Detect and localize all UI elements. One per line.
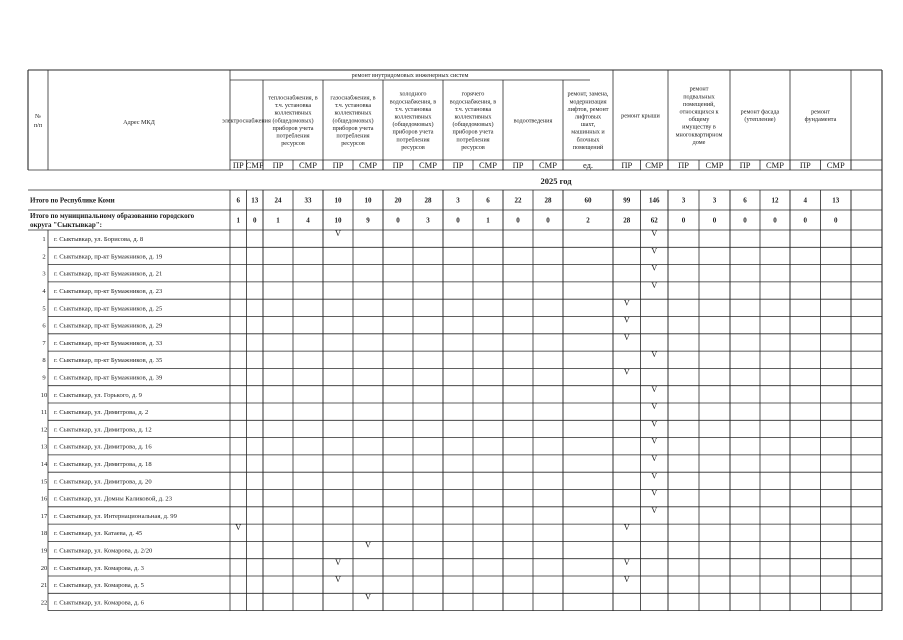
row-number: 1	[42, 236, 46, 244]
row-number: 22	[40, 599, 48, 607]
sub-header-label: СМР	[826, 160, 845, 170]
row-number: 18	[40, 530, 48, 538]
column-header-lift: шахт,	[580, 121, 596, 129]
row-address: г. Сыктывкар, ул. Комарова, д. 2/20	[54, 547, 153, 555]
column-header-cold: ресурсов	[401, 143, 425, 151]
total-value: 0	[456, 216, 460, 225]
sub-header-label: ПР	[739, 160, 751, 170]
column-header-heat: потребления	[276, 132, 310, 140]
total-value: 10	[334, 216, 342, 225]
sub-header-label: СМР	[245, 160, 264, 170]
sub-header-label: ПР	[452, 160, 464, 170]
column-header-number: п/п	[33, 122, 43, 129]
check-mark: V	[651, 350, 658, 360]
column-group-header: ремонт внутридомовых инженерных систем	[351, 72, 469, 79]
column-header-hot: т.ч. установка	[454, 105, 492, 113]
total-value: 20	[394, 196, 402, 205]
column-header-base: имуществу в	[682, 123, 716, 131]
total-value: 4	[803, 196, 807, 205]
total-value: 3	[712, 196, 717, 205]
total-value: 1	[236, 216, 240, 225]
column-header-sewer: водоотведения	[513, 117, 553, 125]
column-header-heat: т.ч. установка	[274, 102, 312, 110]
check-mark: V	[651, 436, 658, 446]
total-value: 28	[623, 216, 631, 225]
row-number: 10	[40, 391, 48, 399]
column-header-hot: приборов учета	[452, 128, 494, 136]
total-value: 24	[274, 196, 282, 205]
column-header-roof: ремонт крыши	[621, 112, 660, 120]
row-number: 16	[40, 495, 48, 503]
column-header-heat: теплоснабжения, в	[268, 94, 318, 102]
total-value: 0	[803, 216, 807, 225]
total-value: 3	[426, 216, 430, 225]
row-address: г. Сыктывкар, пр-кт Бумажников, д. 33	[54, 339, 163, 347]
sub-header-label: ПР	[678, 160, 689, 170]
total-label: Итого по муниципальному образованию городского	[30, 212, 195, 220]
row-address: г. Сыктывкар, ул. Димитрова, д. 12	[54, 426, 152, 434]
sub-header-label: СМР	[705, 160, 724, 170]
row-address: г. Сыктывкар, ул. Димитрова, д. 20	[54, 478, 152, 486]
total-value: 62	[650, 216, 658, 225]
row-number: 4	[42, 287, 46, 295]
column-header-gas: т.ч. установка	[334, 102, 372, 110]
row-address: г. Сыктывкар, ул. Интернациональная, д. 99	[54, 512, 177, 520]
sub-header-label: ПР	[232, 160, 244, 170]
total-value: 0	[546, 216, 550, 225]
row-number: 15	[40, 478, 48, 486]
column-header-base: подвальных	[683, 93, 715, 101]
column-header-facade: (утепление)	[744, 116, 776, 124]
row-address: г. Сыктывкар, ул. Комарова, д. 5	[54, 582, 144, 590]
check-mark: V	[651, 280, 658, 290]
column-header-cold: водоснабжения, в	[389, 98, 437, 106]
column-header-gas: газоснабжения, в	[330, 94, 376, 102]
sub-header-label: ПР	[799, 160, 811, 170]
check-mark: V	[623, 557, 630, 567]
column-header-base: многоквартирном	[675, 131, 723, 139]
total-value: 0	[834, 216, 838, 225]
column-header-gas: ресурсов	[341, 140, 365, 148]
column-header-elec: электроснабжения	[222, 117, 271, 125]
total-value: 6	[743, 196, 747, 205]
sub-header-label: ед.	[582, 160, 594, 170]
check-mark: V	[335, 229, 341, 239]
check-mark: V	[651, 229, 658, 239]
check-mark: V	[335, 557, 341, 567]
column-header-lift: блочных	[576, 136, 600, 144]
column-header-number: №	[35, 113, 41, 120]
column-header-base: относящихся к	[679, 108, 719, 116]
total-value: 10	[364, 196, 372, 205]
row-number: 19	[40, 547, 48, 555]
column-header-base: общему	[688, 116, 710, 124]
sub-header-label: СМР	[359, 160, 377, 170]
check-mark: V	[623, 332, 630, 342]
column-header-cold: потребления	[396, 136, 430, 144]
row-address: г. Сыктывкар, пр-кт Бумажников, д. 19	[54, 253, 163, 261]
total-value: 10	[334, 196, 342, 205]
check-mark: V	[365, 592, 371, 602]
column-header-cold: (общедомовых)	[392, 121, 434, 129]
column-header-address: Адрес МКД	[123, 119, 155, 126]
column-header-heat: коллективных	[274, 109, 312, 117]
column-header-hot: ресурсов	[461, 143, 485, 151]
row-address: г. Сыктывкар, пр-кт Бумажников, д. 25	[54, 305, 163, 313]
total-value: 6	[236, 196, 240, 205]
sub-header-label: СМР	[645, 160, 664, 170]
column-header-gas: коллективных	[334, 109, 372, 117]
row-address: г. Сыктывкар, ул. Димитрова, д. 16	[54, 443, 152, 451]
row-address: г. Сыктывкар, пр-кт Бумажников, д. 39	[54, 374, 163, 382]
sub-header-label: СМР	[299, 160, 317, 170]
column-header-hot: (общедомовых)	[452, 121, 494, 129]
row-address: г. Сыктывкар, ул. Борисова, д. 8	[54, 236, 144, 244]
column-header-lift: лифтовых	[574, 113, 602, 121]
total-value: 1	[276, 216, 280, 225]
row-number: 13	[40, 443, 48, 451]
total-label: Итого по Республике Коми	[30, 196, 115, 205]
total-value: 33	[304, 196, 312, 205]
column-header-gas: приборов учета	[332, 124, 374, 132]
check-mark: V	[651, 246, 658, 256]
row-address: г. Сыктывкар, ул. Горького, д. 9	[54, 391, 142, 399]
column-header-base: помещений,	[683, 100, 715, 108]
sub-header-label: ПР	[332, 160, 344, 170]
row-number: 2	[42, 253, 46, 261]
total-value: 9	[366, 216, 370, 225]
sub-header-label: СМР	[539, 160, 557, 170]
check-mark: V	[651, 402, 658, 412]
column-header-found: фундамента	[804, 116, 837, 124]
year-heading: 2025 год	[540, 176, 572, 186]
row-number: 14	[40, 460, 48, 468]
total-value: 0	[773, 216, 777, 225]
check-mark: V	[651, 453, 658, 463]
column-header-found: ремонт	[811, 108, 830, 116]
total-value: 13	[251, 196, 259, 205]
row-address: г. Сыктывкар, пр-кт Бумажников, д. 21	[54, 270, 163, 278]
total-value: 0	[681, 216, 686, 225]
column-header-lift: машинных и	[571, 128, 605, 136]
total-value: 22	[514, 196, 522, 205]
sub-header-label: ПР	[392, 160, 404, 170]
column-header-cold: холодного	[399, 90, 427, 98]
column-header-facade: ремонт фасада	[740, 108, 780, 116]
check-mark: V	[651, 384, 658, 394]
check-mark: V	[651, 419, 658, 429]
total-value: 0	[396, 216, 400, 225]
total-value: 6	[486, 196, 490, 205]
check-mark: V	[623, 315, 630, 325]
total-value: 2	[586, 216, 590, 225]
column-header-lift: лифтов, ремонт	[567, 105, 609, 113]
total-value: 28	[544, 196, 552, 205]
total-value: 3	[681, 196, 686, 205]
column-header-lift: помещений	[572, 143, 604, 151]
row-number: 12	[40, 426, 48, 434]
row-number: 7	[42, 339, 46, 347]
row-address: г. Сыктывкар, ул. Димитрова, д. 2	[54, 409, 149, 417]
row-number: 5	[42, 305, 46, 313]
sub-header-label: ПР	[272, 160, 284, 170]
check-mark: V	[623, 575, 630, 585]
sub-header-label: СМР	[419, 160, 437, 170]
row-address: г. Сыктывкар, пр-кт Бумажников, д. 23	[54, 287, 163, 295]
row-number: 11	[40, 409, 48, 417]
check-mark: V	[651, 505, 658, 515]
check-mark: V	[623, 523, 630, 533]
column-header-hot: горячего	[461, 90, 485, 98]
row-address: г. Сыктывкар, ул. Катаева, д. 45	[54, 530, 143, 538]
column-header-lift: ремонт, замена,	[567, 90, 609, 98]
total-value: 13	[832, 196, 840, 205]
sub-header-label: СМР	[766, 160, 784, 170]
row-address: г. Сыктывкар, пр-кт Бумажников, д. 35	[54, 357, 163, 365]
column-header-base: ремонт	[689, 85, 709, 93]
total-value: 0	[712, 216, 717, 225]
sub-header-label: СМР	[479, 160, 497, 170]
check-mark: V	[651, 263, 658, 273]
check-mark: V	[235, 523, 242, 533]
check-mark: V	[335, 575, 341, 585]
check-mark: V	[651, 488, 658, 498]
row-number: 3	[42, 270, 46, 278]
column-header-heat: приборов учета	[272, 124, 314, 132]
check-mark: V	[623, 367, 630, 377]
total-label: округа "Сыктывкар":	[30, 221, 102, 229]
row-number: 20	[40, 564, 48, 572]
sub-header-label: ПР	[621, 160, 633, 170]
column-header-base: доме	[692, 138, 706, 146]
column-header-cold: приборов учета	[392, 128, 434, 136]
check-mark: V	[651, 471, 658, 481]
column-header-cold: т.ч. установка	[394, 105, 432, 113]
total-value: 1	[486, 216, 490, 225]
column-header-heat: ресурсов	[281, 140, 305, 148]
column-header-cold: коллективных	[394, 113, 432, 121]
row-number: 6	[42, 322, 46, 330]
row-number: 21	[40, 582, 48, 590]
column-header-gas: (общедомовых)	[332, 117, 374, 125]
row-number: 9	[42, 374, 46, 382]
check-mark: V	[623, 298, 630, 308]
total-value: 0	[743, 216, 747, 225]
sub-header-label: ПР	[512, 160, 524, 170]
check-mark: V	[365, 540, 371, 550]
total-value: 0	[253, 216, 257, 225]
total-value: 28	[424, 196, 432, 205]
row-number: 17	[40, 512, 48, 520]
column-header-hot: потребления	[456, 136, 490, 144]
column-header-hot: водоснабжения, в	[449, 98, 497, 106]
total-value: 3	[456, 196, 460, 205]
column-header-gas: потребления	[336, 132, 370, 140]
row-address: г. Сыктывкар, пр-кт Бумажников, д. 29	[54, 322, 163, 330]
row-number: 8	[42, 357, 46, 365]
row-address: г. Сыктывкар, ул. Комарова, д. 3	[54, 564, 144, 572]
column-header-heat: (общедомовых)	[272, 117, 314, 125]
total-value: 4	[306, 216, 310, 225]
total-value: 0	[516, 216, 520, 225]
row-address: г. Сыктывкар, ул. Комарова, д. 6	[54, 599, 144, 607]
total-value: 99	[623, 196, 631, 205]
row-address: г. Сыктывкар, ул. Домны Каликовой, д. 23	[54, 495, 173, 503]
row-address: г. Сыктывкар, ул. Димитрова, д. 18	[54, 460, 152, 468]
column-header-lift: модернизация	[569, 98, 607, 106]
total-value: 146	[649, 196, 660, 205]
total-value: 60	[584, 196, 592, 205]
total-value: 12	[771, 196, 779, 205]
column-header-hot: коллективных	[454, 113, 492, 121]
